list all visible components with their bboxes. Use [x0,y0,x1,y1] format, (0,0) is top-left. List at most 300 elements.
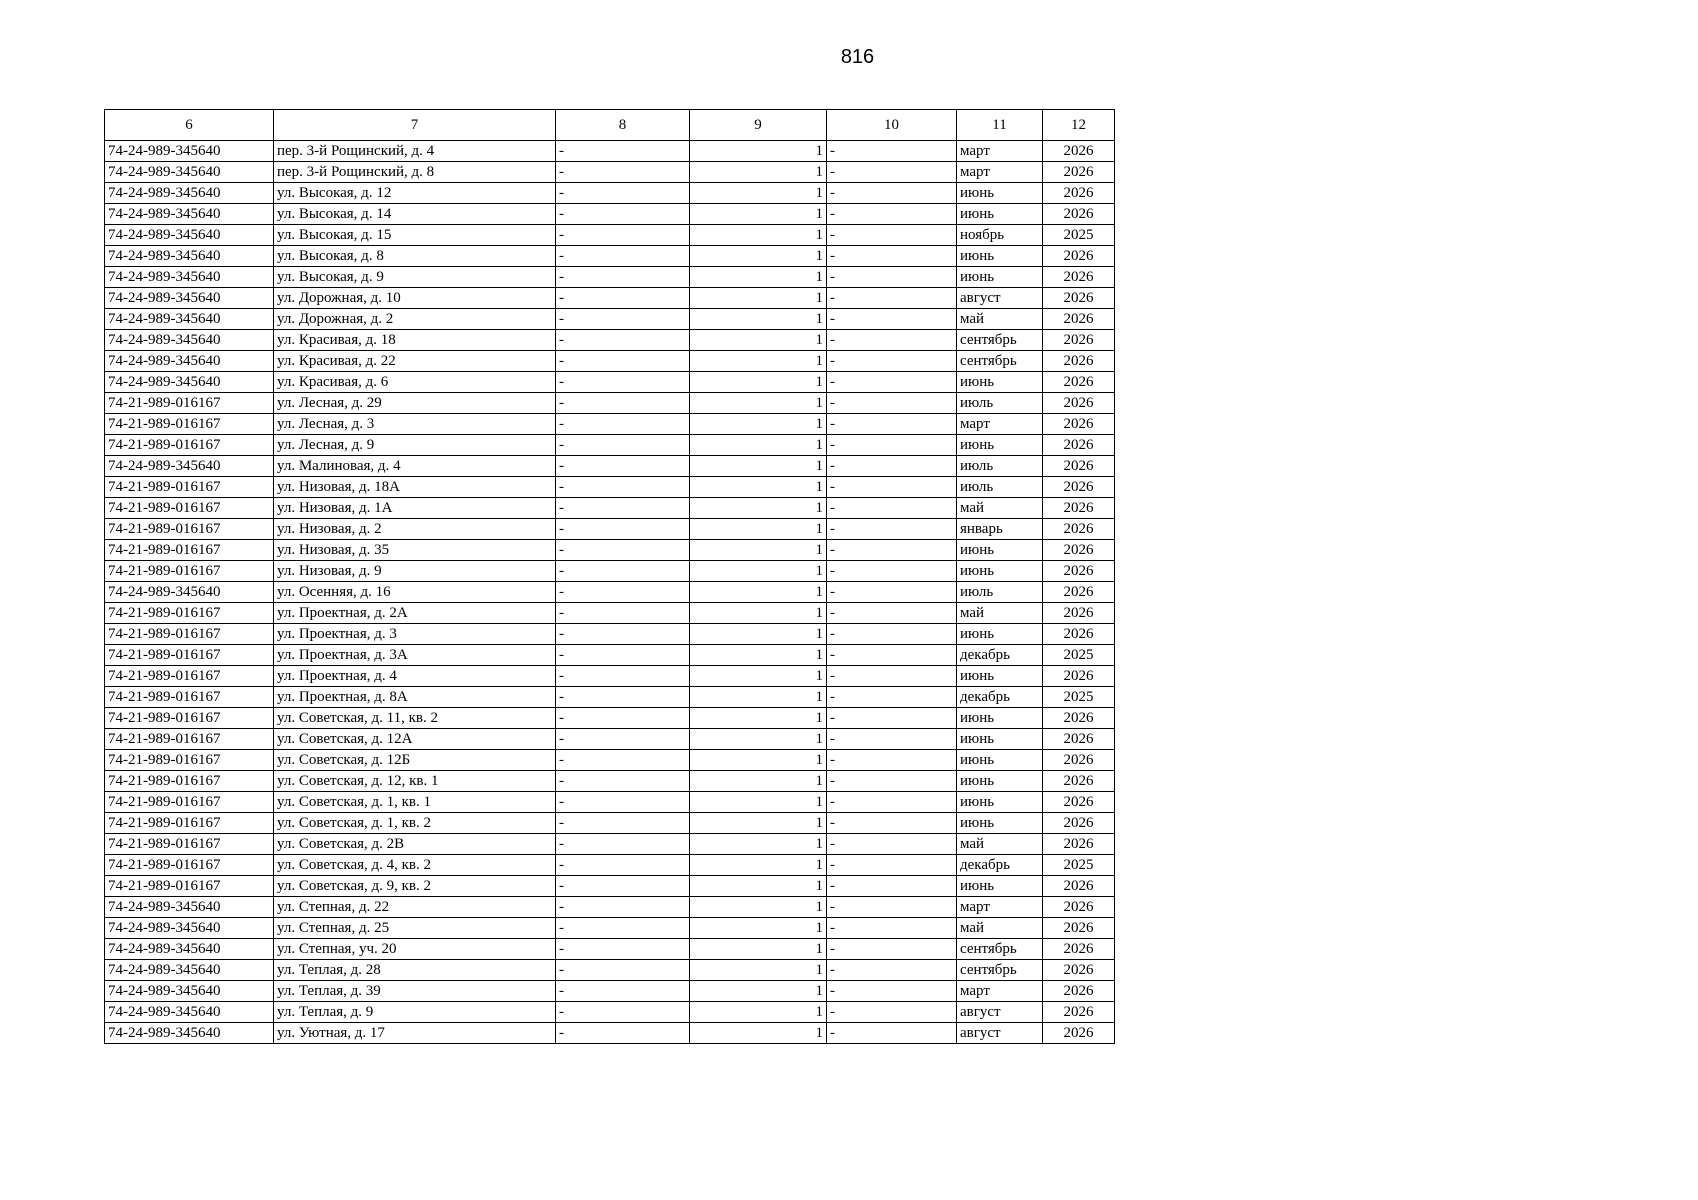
cell-code: 74-21-989-016167 [105,792,274,813]
table-row [105,435,1115,456]
cell-year: 2026 [1043,351,1115,372]
cell-col8: - [556,477,690,498]
cell-col10: - [827,729,957,750]
cell-code: 74-21-989-016167 [105,834,274,855]
cell-col10: - [827,813,957,834]
cell-col9: 1 [690,561,827,582]
cell-address: ул. Проектная, д. 3А [274,645,556,666]
table-row [105,141,1115,162]
cell-col9: 1 [690,393,827,414]
cell-code: 74-24-989-345640 [105,918,274,939]
table-row [105,561,1115,582]
cell-year: 2026 [1043,792,1115,813]
cell-col10: - [827,918,957,939]
cell-code: 74-21-989-016167 [105,855,274,876]
cell-month: март [957,897,1043,918]
cell-month: июнь [957,435,1043,456]
cell-col8: - [556,351,690,372]
cell-col8: - [556,981,690,1002]
cell-year: 2026 [1043,750,1115,771]
cell-col10: - [827,519,957,540]
cell-month: июнь [957,267,1043,288]
cell-col9: 1 [690,414,827,435]
cell-col8: - [556,750,690,771]
cell-month: март [957,162,1043,183]
cell-col9: 1 [690,834,827,855]
table-row [105,330,1115,351]
cell-month: сентябрь [957,330,1043,351]
cell-col10: - [827,960,957,981]
table-row [105,309,1115,330]
cell-month: июнь [957,729,1043,750]
cell-address: ул. Уютная, д. 17 [274,1023,556,1044]
cell-col10: - [827,372,957,393]
cell-col9: 1 [690,645,827,666]
table-row [105,834,1115,855]
cell-col8: - [556,246,690,267]
cell-col10: - [827,414,957,435]
cell-year: 2025 [1043,855,1115,876]
cell-col8: - [556,729,690,750]
cell-code: 74-24-989-345640 [105,204,274,225]
cell-col10: - [827,330,957,351]
table-row [105,750,1115,771]
cell-month: июнь [957,792,1043,813]
cell-year: 2025 [1043,645,1115,666]
cell-col9: 1 [690,141,827,162]
table-row [105,666,1115,687]
cell-address: ул. Высокая, д. 14 [274,204,556,225]
cell-col10: - [827,834,957,855]
cell-year: 2026 [1043,729,1115,750]
cell-col9: 1 [690,771,827,792]
table-body [105,141,1115,1044]
cell-col8: - [556,1002,690,1023]
cell-code: 74-24-989-345640 [105,939,274,960]
cell-year: 2026 [1043,267,1115,288]
cell-month: июль [957,456,1043,477]
cell-address: ул. Степная, д. 25 [274,918,556,939]
cell-month: декабрь [957,687,1043,708]
cell-col10: - [827,981,957,1002]
cell-col9: 1 [690,729,827,750]
cell-address: ул. Проектная, д. 8А [274,687,556,708]
cell-month: июнь [957,561,1043,582]
cell-col8: - [556,918,690,939]
cell-month: май [957,834,1043,855]
cell-year: 2026 [1043,1002,1115,1023]
cell-address: ул. Дорожная, д. 10 [274,288,556,309]
cell-month: ноябрь [957,225,1043,246]
cell-code: 74-21-989-016167 [105,750,274,771]
table-row [105,708,1115,729]
cell-code: 74-24-989-345640 [105,141,274,162]
cell-col8: - [556,834,690,855]
cell-month: август [957,1002,1043,1023]
cell-month: июнь [957,204,1043,225]
cell-col8: - [556,792,690,813]
table-row [105,1023,1115,1044]
cell-code: 74-21-989-016167 [105,561,274,582]
cell-col9: 1 [690,876,827,897]
cell-month: июнь [957,540,1043,561]
cell-code: 74-21-989-016167 [105,519,274,540]
cell-address: пер. 3-й Рощинский, д. 8 [274,162,556,183]
cell-code: 74-21-989-016167 [105,666,274,687]
cell-year: 2026 [1043,204,1115,225]
cell-year: 2026 [1043,960,1115,981]
cell-address: ул. Высокая, д. 12 [274,183,556,204]
cell-col9: 1 [690,477,827,498]
cell-col10: - [827,309,957,330]
table-row [105,456,1115,477]
cell-col9: 1 [690,750,827,771]
cell-address: ул. Советская, д. 1, кв. 2 [274,813,556,834]
cell-code: 74-24-989-345640 [105,1023,274,1044]
cell-year: 2026 [1043,834,1115,855]
cell-year: 2026 [1043,309,1115,330]
cell-col8: - [556,435,690,456]
cell-col10: - [827,498,957,519]
cell-address: ул. Советская, д. 12Б [274,750,556,771]
table-row [105,246,1115,267]
cell-year: 2026 [1043,456,1115,477]
table-row [105,1002,1115,1023]
cell-code: 74-24-989-345640 [105,981,274,1002]
cell-month: июнь [957,876,1043,897]
table-row [105,792,1115,813]
cell-col9: 1 [690,351,827,372]
cell-col9: 1 [690,225,827,246]
cell-col8: - [556,414,690,435]
cell-month: июнь [957,666,1043,687]
cell-col8: - [556,645,690,666]
column-header-8: 8 [556,110,690,141]
table-row [105,225,1115,246]
cell-code: 74-24-989-345640 [105,1002,274,1023]
table-row [105,918,1115,939]
cell-col8: - [556,498,690,519]
cell-year: 2026 [1043,540,1115,561]
cell-col10: - [827,393,957,414]
cell-address: ул. Теплая, д. 39 [274,981,556,1002]
cell-col10: - [827,624,957,645]
cell-col10: - [827,603,957,624]
header-row [105,110,1115,141]
cell-address: ул. Низовая, д. 2 [274,519,556,540]
cell-address: ул. Низовая, д. 18А [274,477,556,498]
cell-col9: 1 [690,687,827,708]
cell-code: 74-24-989-345640 [105,960,274,981]
table-row [105,477,1115,498]
cell-code: 74-24-989-345640 [105,225,274,246]
cell-col8: - [556,540,690,561]
cell-address: ул. Лесная, д. 29 [274,393,556,414]
cell-col8: - [556,162,690,183]
cell-address: ул. Высокая, д. 15 [274,225,556,246]
table-row [105,414,1115,435]
cell-year: 2026 [1043,876,1115,897]
cell-address: ул. Красивая, д. 6 [274,372,556,393]
cell-year: 2026 [1043,288,1115,309]
cell-col10: - [827,540,957,561]
table-row [105,771,1115,792]
cell-code: 74-24-989-345640 [105,288,274,309]
cell-year: 2026 [1043,813,1115,834]
cell-month: июнь [957,771,1043,792]
table-row [105,267,1115,288]
cell-address: ул. Теплая, д. 28 [274,960,556,981]
cell-month: декабрь [957,855,1043,876]
cell-col10: - [827,225,957,246]
cell-col10: - [827,1002,957,1023]
cell-col10: - [827,456,957,477]
cell-month: май [957,309,1043,330]
table-row [105,624,1115,645]
cell-month: июль [957,477,1043,498]
cell-year: 2026 [1043,162,1115,183]
cell-col9: 1 [690,330,827,351]
cell-col9: 1 [690,981,827,1002]
cell-code: 74-21-989-016167 [105,603,274,624]
cell-month: июнь [957,183,1043,204]
column-header-10: 10 [827,110,957,141]
cell-address: пер. 3-й Рощинский, д. 4 [274,141,556,162]
cell-code: 74-21-989-016167 [105,435,274,456]
cell-code: 74-24-989-345640 [105,309,274,330]
cell-col10: - [827,435,957,456]
cell-col9: 1 [690,372,827,393]
cell-col10: - [827,141,957,162]
cell-col9: 1 [690,267,827,288]
cell-col9: 1 [690,309,827,330]
cell-col8: - [556,771,690,792]
cell-code: 74-21-989-016167 [105,498,274,519]
cell-col9: 1 [690,519,827,540]
cell-code: 74-21-989-016167 [105,624,274,645]
cell-year: 2026 [1043,981,1115,1002]
cell-code: 74-24-989-345640 [105,267,274,288]
cell-code: 74-21-989-016167 [105,729,274,750]
cell-year: 2026 [1043,603,1115,624]
cell-address: ул. Проектная, д. 3 [274,624,556,645]
cell-code: 74-24-989-345640 [105,351,274,372]
cell-month: сентябрь [957,939,1043,960]
cell-col8: - [556,876,690,897]
cell-code: 74-21-989-016167 [105,708,274,729]
cell-month: январь [957,519,1043,540]
cell-col8: - [556,1023,690,1044]
cell-col10: - [827,351,957,372]
cell-code: 74-24-989-345640 [105,246,274,267]
cell-year: 2026 [1043,498,1115,519]
table-row [105,981,1115,1002]
cell-month: июль [957,582,1043,603]
cell-col9: 1 [690,708,827,729]
cell-col9: 1 [690,792,827,813]
cell-year: 2026 [1043,246,1115,267]
cell-month: июнь [957,813,1043,834]
cell-col8: - [556,666,690,687]
cell-col9: 1 [690,813,827,834]
cell-col8: - [556,897,690,918]
cell-col10: - [827,897,957,918]
cell-address: ул. Низовая, д. 1А [274,498,556,519]
cell-col8: - [556,687,690,708]
cell-col9: 1 [690,666,827,687]
cell-col8: - [556,330,690,351]
table-row [105,351,1115,372]
cell-code: 74-21-989-016167 [105,477,274,498]
cell-address: ул. Советская, д. 9, кв. 2 [274,876,556,897]
column-header-12: 12 [1043,110,1115,141]
cell-col8: - [556,708,690,729]
cell-code: 74-24-989-345640 [105,897,274,918]
cell-month: сентябрь [957,351,1043,372]
cell-col9: 1 [690,456,827,477]
cell-address: ул. Советская, д. 11, кв. 2 [274,708,556,729]
cell-col9: 1 [690,162,827,183]
cell-code: 74-21-989-016167 [105,645,274,666]
cell-col9: 1 [690,288,827,309]
cell-col8: - [556,225,690,246]
cell-month: июнь [957,708,1043,729]
cell-col10: - [827,771,957,792]
cell-year: 2026 [1043,1023,1115,1044]
table-row [105,372,1115,393]
cell-year: 2026 [1043,897,1115,918]
cell-col8: - [556,183,690,204]
cell-year: 2026 [1043,771,1115,792]
page-number: 816 [840,46,875,68]
cell-year: 2026 [1043,330,1115,351]
cell-col8: - [556,141,690,162]
table-row [105,939,1115,960]
cell-col10: - [827,204,957,225]
cell-month: июль [957,393,1043,414]
column-header-6: 6 [105,110,274,141]
cell-col10: - [827,1023,957,1044]
cell-address: ул. Советская, д. 4, кв. 2 [274,855,556,876]
cell-address: ул. Дорожная, д. 2 [274,309,556,330]
cell-address: ул. Красивая, д. 18 [274,330,556,351]
cell-col9: 1 [690,603,827,624]
cell-col10: - [827,582,957,603]
registry-table [104,109,1115,1044]
cell-code: 74-21-989-016167 [105,540,274,561]
cell-month: май [957,603,1043,624]
cell-col10: - [827,645,957,666]
cell-year: 2026 [1043,435,1115,456]
cell-col10: - [827,939,957,960]
cell-code: 74-21-989-016167 [105,414,274,435]
cell-col8: - [556,603,690,624]
cell-address: ул. Низовая, д. 35 [274,540,556,561]
table-row [105,204,1115,225]
cell-month: март [957,981,1043,1002]
cell-col8: - [556,372,690,393]
cell-address: ул. Теплая, д. 9 [274,1002,556,1023]
cell-col10: - [827,561,957,582]
cell-year: 2026 [1043,561,1115,582]
table-row [105,897,1115,918]
table-row [105,645,1115,666]
cell-month: март [957,414,1043,435]
cell-col9: 1 [690,435,827,456]
cell-col8: - [556,624,690,645]
cell-col9: 1 [690,855,827,876]
cell-address: ул. Степная, д. 22 [274,897,556,918]
cell-col9: 1 [690,582,827,603]
cell-address: ул. Лесная, д. 3 [274,414,556,435]
table-row [105,498,1115,519]
table-row [105,960,1115,981]
cell-address: ул. Степная, уч. 20 [274,939,556,960]
table-row [105,540,1115,561]
cell-address: ул. Малиновая, д. 4 [274,456,556,477]
cell-code: 74-24-989-345640 [105,183,274,204]
cell-year: 2026 [1043,141,1115,162]
table-row [105,162,1115,183]
cell-col10: - [827,666,957,687]
cell-col8: - [556,288,690,309]
cell-col10: - [827,876,957,897]
column-header-11: 11 [957,110,1043,141]
cell-col8: - [556,582,690,603]
cell-year: 2026 [1043,393,1115,414]
cell-code: 74-21-989-016167 [105,393,274,414]
table-row [105,876,1115,897]
cell-col8: - [556,456,690,477]
cell-code: 74-21-989-016167 [105,687,274,708]
table-row [105,582,1115,603]
cell-col9: 1 [690,246,827,267]
table-row [105,519,1115,540]
table-row [105,288,1115,309]
cell-address: ул. Советская, д. 2В [274,834,556,855]
cell-col8: - [556,393,690,414]
cell-year: 2026 [1043,519,1115,540]
cell-address: ул. Высокая, д. 9 [274,267,556,288]
cell-year: 2026 [1043,708,1115,729]
cell-address: ул. Советская, д. 12А [274,729,556,750]
cell-code: 74-21-989-016167 [105,813,274,834]
column-header-9: 9 [690,110,827,141]
cell-code: 74-24-989-345640 [105,456,274,477]
cell-month: июнь [957,246,1043,267]
cell-address: ул. Низовая, д. 9 [274,561,556,582]
cell-col10: - [827,267,957,288]
cell-year: 2026 [1043,918,1115,939]
cell-month: май [957,918,1043,939]
table-row [105,687,1115,708]
cell-col8: - [556,267,690,288]
cell-year: 2025 [1043,687,1115,708]
cell-col9: 1 [690,939,827,960]
cell-col10: - [827,246,957,267]
cell-col10: - [827,855,957,876]
cell-code: 74-21-989-016167 [105,771,274,792]
cell-col10: - [827,288,957,309]
table-row [105,183,1115,204]
cell-year: 2025 [1043,225,1115,246]
cell-col9: 1 [690,183,827,204]
column-header-7: 7 [274,110,556,141]
cell-col10: - [827,162,957,183]
cell-code: 74-24-989-345640 [105,582,274,603]
cell-year: 2026 [1043,372,1115,393]
cell-address: ул. Проектная, д. 2А [274,603,556,624]
